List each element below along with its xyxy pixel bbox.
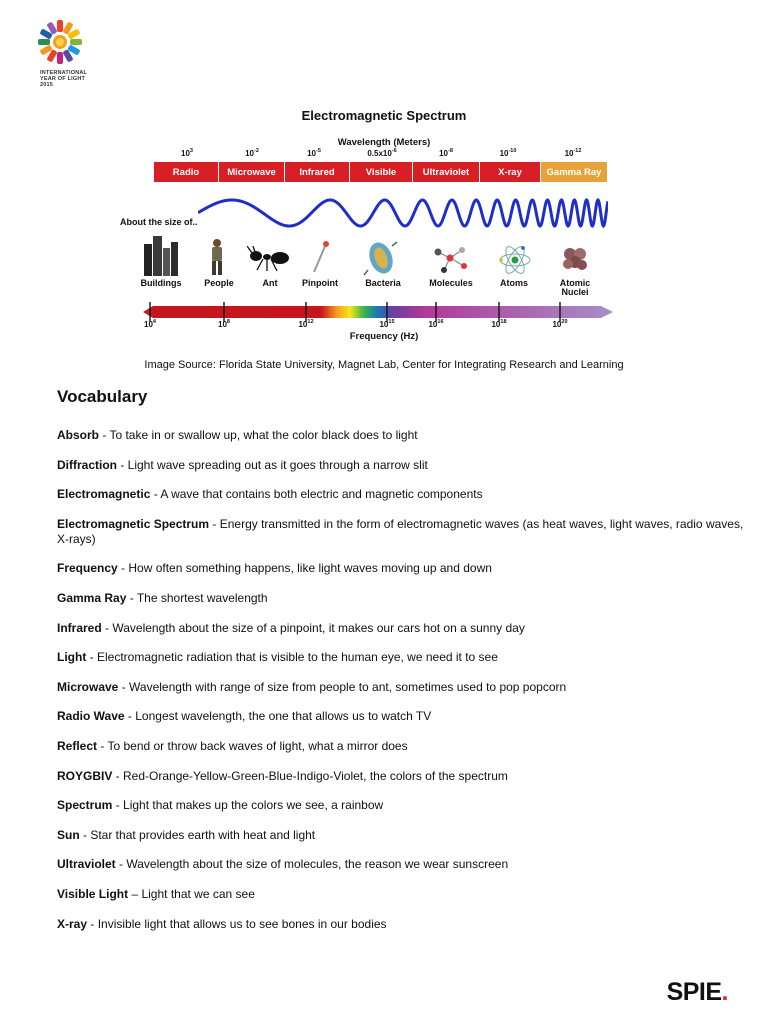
vocab-separator: -	[97, 738, 108, 753]
vocab-term: Absorb	[57, 428, 99, 442]
band-gamma-ray: Gamma Ray	[541, 162, 608, 182]
vocab-definition: Energy transmitted in the form of electromagnetic waves (as heat waves, light waves, radio waves, X-rays)	[57, 516, 744, 546]
vocab-term: Diffraction	[57, 457, 117, 472]
object-label: Atoms	[499, 278, 529, 288]
vocab-term: Microwave	[57, 679, 119, 694]
vocab-entry	[57, 561, 747, 576]
vocab-separator: -	[79, 827, 91, 842]
tick-exponent: -6	[391, 148, 397, 154]
logo-ray	[57, 20, 63, 32]
tick-base: 0.5x10	[367, 149, 392, 158]
vocab-entry	[57, 709, 747, 724]
vocab-definition: Light that we can see	[141, 886, 255, 901]
band-microwave: Microwave	[219, 162, 285, 182]
about-size-label: About the size of..	[120, 217, 198, 227]
atom-icon	[498, 244, 532, 276]
tick-base: 10	[491, 320, 501, 329]
vocab-separator: -	[124, 709, 136, 724]
vocab-term: Radio Wave	[57, 709, 125, 724]
vocabulary-heading: Vocabulary	[57, 387, 148, 406]
molecule-icon	[430, 244, 470, 274]
wavelength-tick-label	[245, 148, 259, 158]
wavelength-axis-title: Wavelength (Meters)	[337, 137, 431, 148]
frequency-tick-label	[144, 319, 156, 329]
tick-base: 10	[564, 149, 574, 158]
object-label: Buildings	[140, 278, 182, 288]
vocab-entry	[57, 487, 747, 502]
tick-exponent: -2	[254, 148, 259, 154]
bacteria-icon	[362, 240, 400, 276]
vocab-term: Gamma Ray	[57, 590, 127, 605]
object-label: Bacteria	[365, 278, 401, 288]
wavelength-tick-label	[500, 148, 517, 158]
vocab-term: Infrared	[57, 620, 102, 635]
object-label: Ant	[262, 278, 278, 288]
tick-exponent: 20	[561, 319, 568, 325]
tick-exponent: 16	[437, 319, 444, 325]
vocab-entry	[57, 591, 747, 606]
tick-exponent: 12	[307, 319, 314, 325]
spie-logo	[667, 978, 728, 1007]
vocab-term: Reflect	[57, 738, 98, 753]
band-infrared: Infrared	[285, 162, 350, 182]
tick-base: 10	[245, 149, 255, 158]
vocab-definition: Star that provides earth with heat and light	[90, 827, 316, 842]
tick-base: 10	[298, 320, 308, 329]
vocab-entry	[57, 828, 747, 843]
image-source-caption: Image Source: Florida State University, Magnet Lab, Center for Integrating Research and Learning	[144, 359, 624, 371]
tick-base: 10	[439, 149, 449, 158]
vocab-definition: Wavelength with range of size from people to ant, sometimes used to pop popcorn	[129, 679, 567, 694]
tick-exponent: -8	[448, 148, 453, 154]
figure-title: Electromagnetic Spectrum	[301, 108, 467, 123]
vocab-entry	[57, 769, 747, 784]
person-icon	[206, 238, 228, 276]
vocab-separator: -	[86, 650, 97, 665]
wavelength-tick-label	[181, 148, 193, 158]
object-label-line: Nuclei	[561, 287, 589, 297]
vocab-entry	[57, 458, 747, 473]
vocab-term: Ultraviolet	[57, 857, 116, 872]
band-radio: Radio	[154, 162, 219, 182]
vocab-entry	[57, 650, 747, 665]
vocab-entry	[57, 798, 747, 813]
object-label-atomic-nuclei	[560, 279, 591, 297]
vocab-definition: Light that makes up the colors we see, a rainbow	[123, 798, 384, 813]
vocab-definition: Electromagnetic radiation that is visible to the human eye, we need it to see	[97, 650, 498, 665]
vocab-separator: -	[117, 561, 129, 576]
tick-exponent: -10	[508, 148, 517, 154]
tick-base: 10	[218, 320, 227, 329]
wave-graphic	[198, 196, 608, 230]
tick-exponent: 3	[189, 148, 193, 154]
band-x-ray: X-ray	[480, 162, 541, 182]
iyl-logo-text	[40, 70, 87, 88]
frequency-tick-label	[491, 319, 506, 329]
wavelength-tick-label	[565, 148, 582, 158]
vocab-term: X-ray	[57, 916, 88, 931]
vocab-term: Frequency	[57, 561, 118, 576]
vocab-term: Electromagnetic	[57, 487, 151, 502]
vocab-definition: To take in or swallow up, what the color black does to light	[109, 428, 418, 442]
vocab-separator: -	[115, 857, 127, 872]
nucleus-icon	[560, 244, 590, 274]
vocab-definition: Wavelength about the size of a pinpoint, it makes our cars hot on a sunny day	[112, 620, 525, 635]
vocab-entry	[57, 517, 747, 547]
tick-base: 10	[552, 320, 562, 329]
tick-base: 10	[428, 320, 438, 329]
vocab-separator: -	[101, 620, 113, 635]
vocab-definition: Invisible light that allows us to see bones in our bodies	[97, 916, 387, 931]
frequency-tick-label	[298, 319, 313, 329]
tick-base: 10	[144, 320, 153, 329]
vocab-separator: -	[126, 590, 137, 605]
band-ultraviolet: Ultraviolet	[413, 162, 480, 182]
vocab-term: Sun	[57, 827, 80, 842]
vocab-separator: -	[117, 457, 128, 472]
vocab-separator: -	[112, 798, 124, 813]
vocab-entry	[57, 887, 747, 902]
vocab-definition: Light wave spreading out as it goes through a narrow slit	[127, 457, 428, 472]
tick-exponent: -12	[573, 148, 582, 154]
vocab-separator: -	[209, 516, 220, 531]
vocab-entry	[57, 428, 747, 443]
spie-brand-text: SPIE	[666, 978, 722, 1006]
vocab-separator: -	[99, 428, 110, 442]
vocab-separator: -	[112, 768, 124, 783]
vocab-entry	[57, 917, 747, 932]
vocab-entry	[57, 739, 747, 754]
object-label-line: Atomic	[559, 278, 591, 288]
vocabulary-list	[57, 428, 747, 946]
object-label: Pinpoint	[302, 278, 338, 288]
frequency-tick-label	[218, 319, 230, 329]
vocab-entry	[57, 680, 747, 695]
vocab-separator: -	[150, 487, 161, 502]
wavelength-tick-label	[307, 148, 321, 158]
iyl-line: YEAR OF LIGHT	[40, 76, 86, 82]
tick-base: 10	[499, 149, 509, 158]
buildings-icon	[142, 234, 180, 276]
vocab-definition: Longest wavelength, the one that allows us to watch TV	[135, 709, 432, 724]
iyl-line: 2015	[40, 82, 54, 88]
wavelength-tick-label	[439, 148, 453, 158]
object-label: People	[204, 278, 234, 288]
frequency-tick-label	[379, 319, 394, 329]
band-visible: Visible	[350, 162, 413, 182]
vocab-entry	[57, 621, 747, 636]
wavelength-tick-label	[367, 148, 396, 158]
vocab-term: Electromagnetic Spectrum	[57, 516, 210, 531]
logo-ray	[38, 39, 50, 45]
vocab-definition: How often something happens, like light waves moving up and down	[128, 561, 492, 576]
logo-ray	[70, 39, 82, 45]
vocab-term: Light	[57, 650, 87, 665]
frequency-bar	[143, 300, 613, 324]
logo-ray	[57, 52, 63, 64]
tick-exponent: 15	[388, 319, 395, 325]
tick-exponent: 8	[226, 319, 230, 325]
vocab-separator: –	[128, 886, 142, 901]
tick-exponent: 4	[152, 319, 156, 325]
vocab-definition: To bend or throw back waves of light, what a mirror does	[107, 738, 408, 753]
vocab-definition: A wave that contains both electric and magnetic components	[160, 487, 483, 502]
vocab-definition: Wavelength about the size of molecules, the reason we wear sunscreen	[126, 857, 509, 872]
pinpoint-icon	[310, 240, 330, 274]
vocab-term: Spectrum	[57, 798, 113, 813]
tick-base: 10	[379, 320, 389, 329]
object-label: Molecules	[429, 278, 473, 288]
tick-exponent: -5	[316, 148, 321, 154]
frequency-tick-label	[428, 319, 443, 329]
vocab-separator: -	[118, 679, 130, 694]
spie-brand-dot: .	[721, 978, 728, 1006]
frequency-tick-label	[552, 319, 567, 329]
ant-icon	[247, 246, 291, 272]
vocab-term: ROYGBIV	[57, 768, 113, 783]
tick-base: 10	[181, 149, 190, 158]
iyl-sun-logo-icon	[34, 18, 90, 68]
vocab-definition: The shortest wavelength	[136, 590, 268, 605]
vocab-separator: -	[87, 916, 98, 931]
vocab-entry	[57, 857, 747, 872]
iyl-line: INTERNATIONAL	[40, 70, 88, 76]
frequency-axis-title: Frequency (Hz)	[349, 331, 419, 342]
tick-base: 10	[307, 149, 317, 158]
tick-exponent: 18	[500, 319, 507, 325]
vocab-definition: Red-Orange-Yellow-Green-Blue-Indigo-Violet, the colors of the spectrum	[123, 768, 508, 783]
vocab-term: Visible Light	[57, 886, 129, 901]
